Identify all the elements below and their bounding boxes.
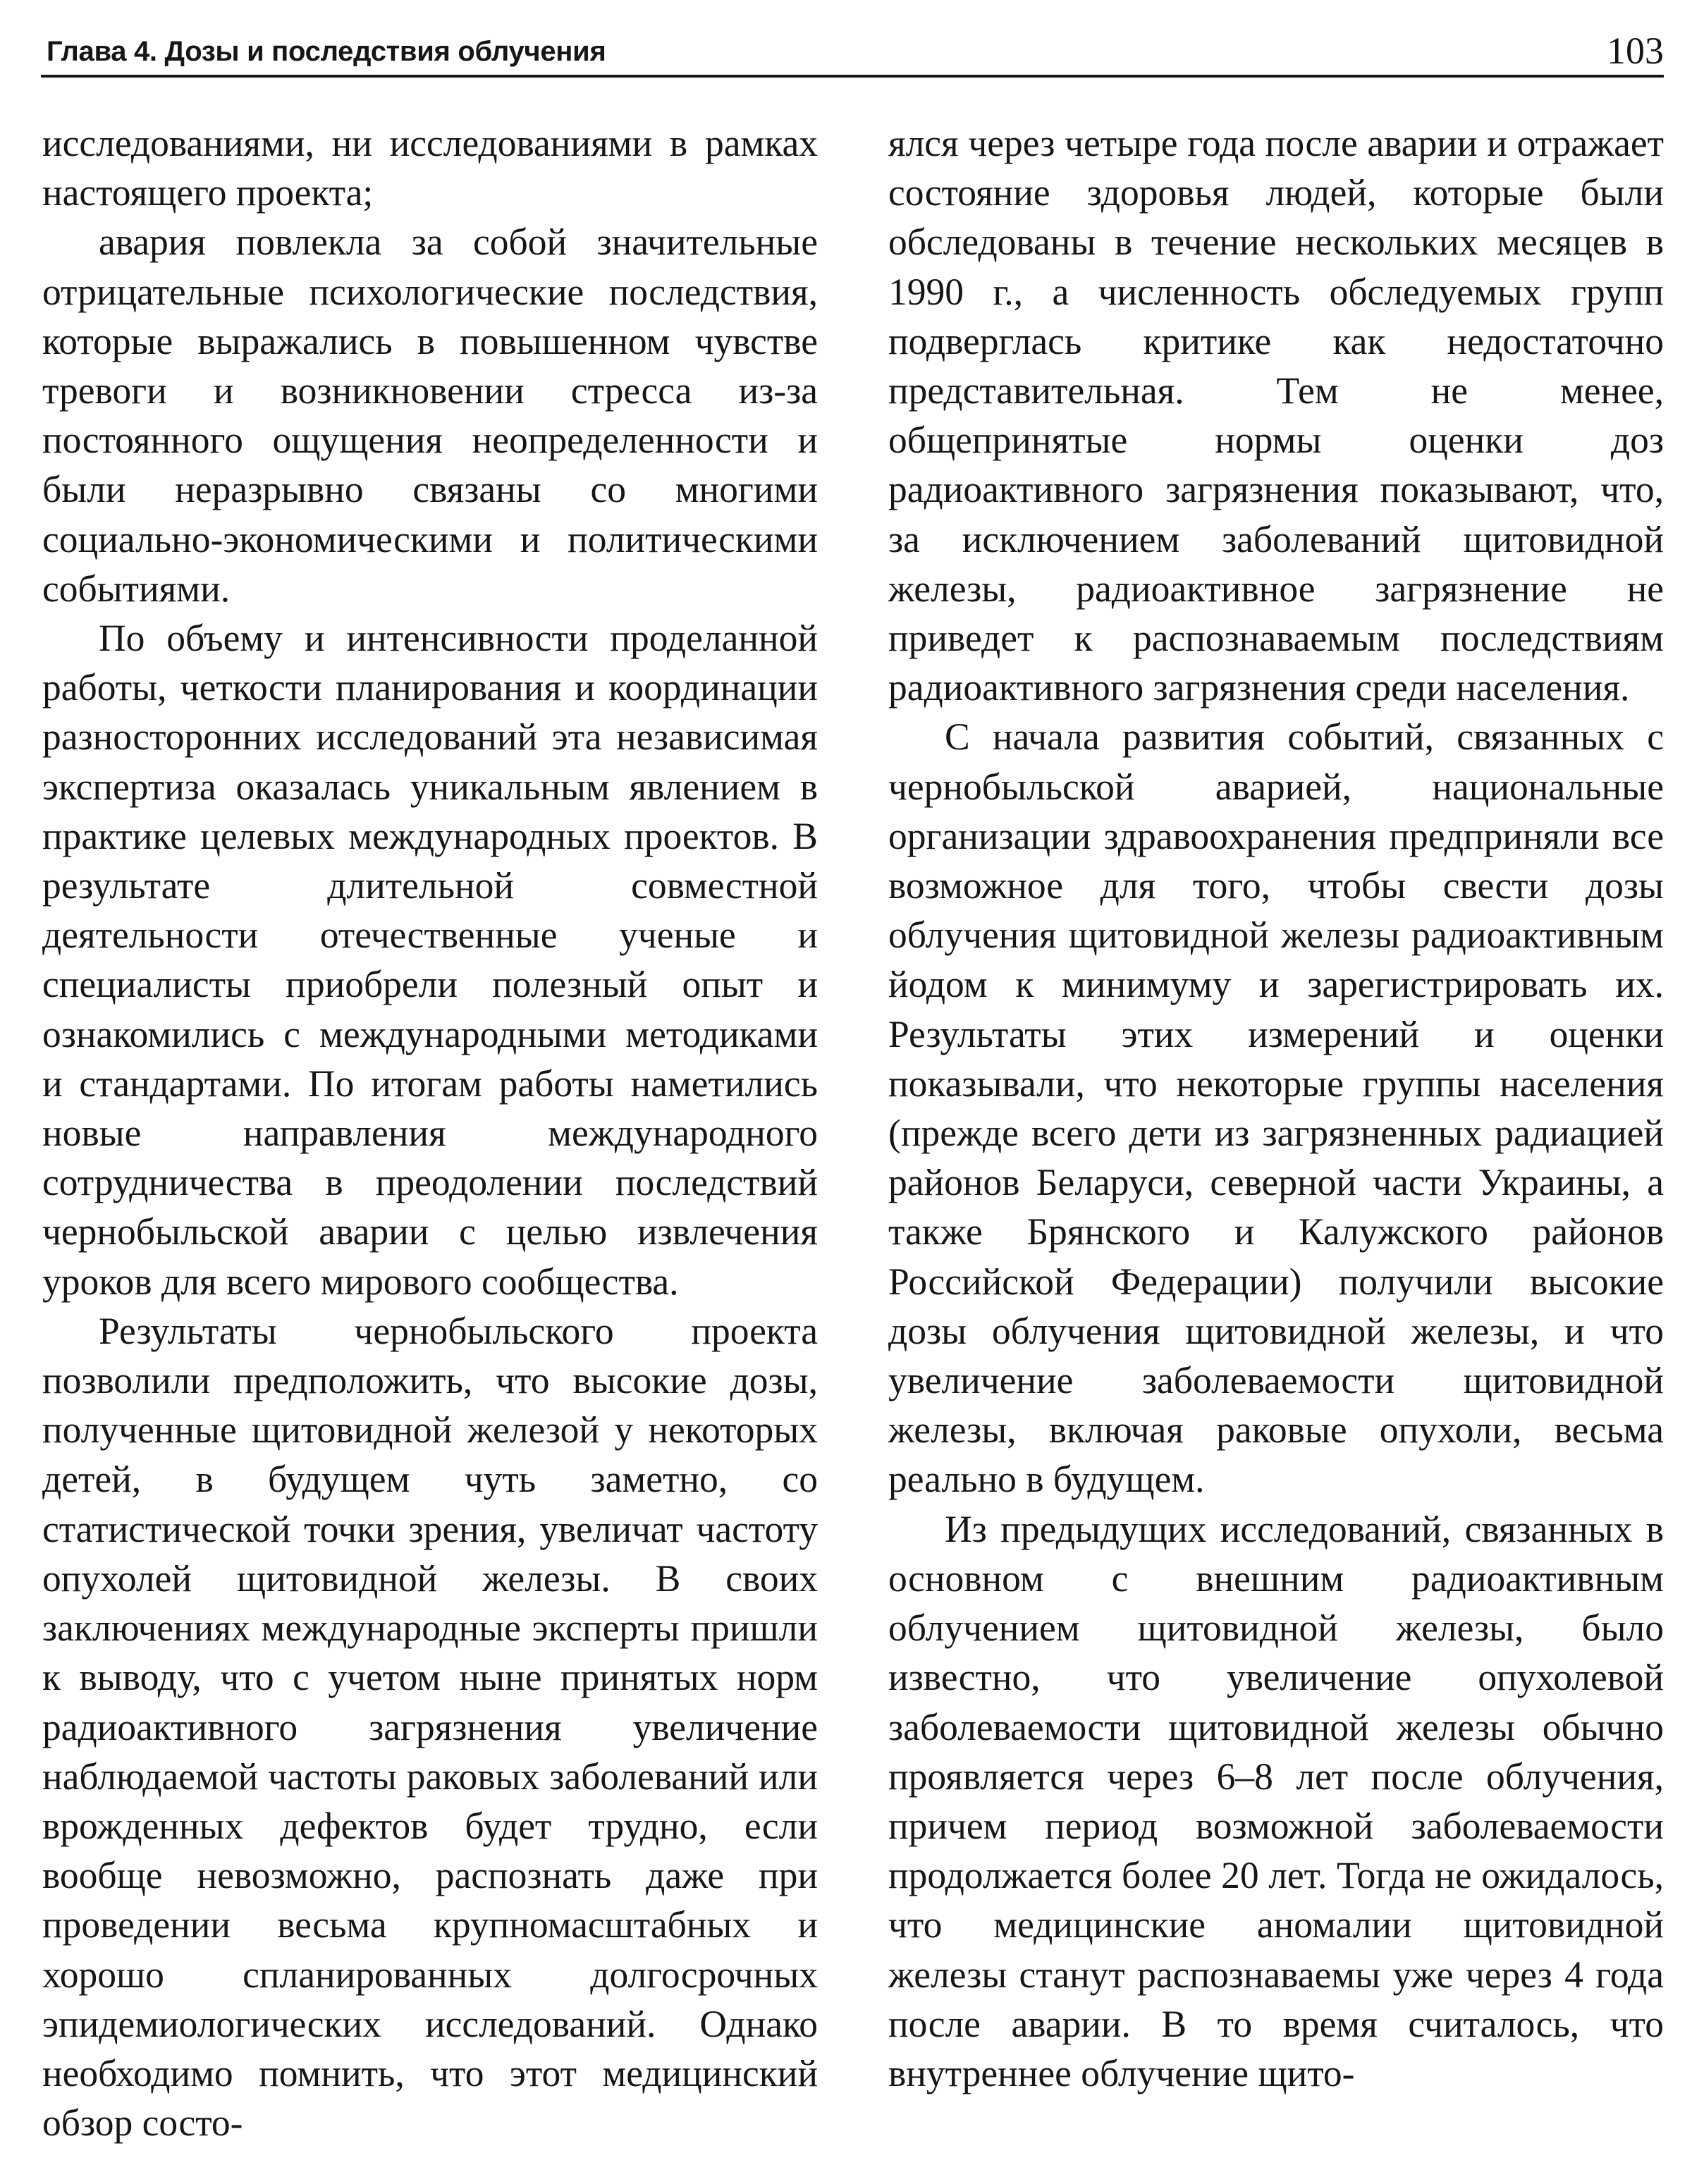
paragraph-list-item-end: исследованиями, ни исследованиями в рамках настоящего проекта; — [42, 122, 818, 214]
header-rule — [41, 75, 1664, 78]
paragraph-review-continuation: ялся через четыре года после аварии и отражает состояние здоровья людей, которые были обследованы в течение нескольких месяцев в 1990 г., а численность обследуемых групп подверглась критике как недостаточно представительная. Тем не менее, общепринятые нормы оценки доз радиоактивного загрязнения показывают, что, за исключением заболеваний щитовидной железы, радиоактивное загрязнение не приведет к распознаваемым последствиям радиоактивного загрязнения среди населения. — [888, 122, 1664, 709]
right-column — [888, 118, 1664, 2098]
paragraph-psychological-consequences: авария повлекла за собой значительные отрицательные психологические последствия, которые выражались в повышенном чувстве тревоги и возникновении стресса из-за постоянного ощущения неопределенности и были неразрывно связаны со многими социально-экономическими и политическими событиями. — [42, 221, 818, 610]
paragraph-expertise-scope: По объему и интенсивности проделанной работы, четкости планирования и координации разносторонних исследований эта независимая экспертиза оказалась уникальным явлением в практике целевых международных проектов. В результате длительной совместной деятельности отечественные ученые и специалисты приобрели полезный опыт и ознакомились с международными методиками и стандартами. По итогам работы наметились новые направления международного сотрудничества в преодолении последствий чернобыльской аварии с целью извлечения уроков для всего мирового сообщества. — [42, 617, 818, 1303]
paragraph-previous-studies: Из предыдущих исследований, связанных в основном с внешним радиоактивным облучением щитовидной железы, было известно, что увеличение опухолевой заболеваемости щитовидной железы обычно проявляется через 6–8 лет после облучения, причем период возможной заболеваемости продолжается более 20 лет. Тогда не ожидалось, что медицинские аномалии щитовидной железы станут распознаваемы уже через 4 года после аварии. В то время считалось, что внутреннее облучение щито- — [888, 1507, 1664, 2094]
running-head: Глава 4. Дозы и последствия облучения — [47, 36, 606, 67]
left-column — [42, 118, 818, 2147]
page-number: 103 — [1607, 30, 1664, 72]
page-header — [41, 28, 1664, 78]
paragraph-project-results: Результаты чернобыльского проекта позволили предположить, что высокие дозы, полученные щитовидной железой у некоторых детей, в будущем чуть заметно, со статистической точки зрения, увеличат частоту опухолей щитовидной железы. В своих заключениях международные эксперты пришли к выводу, что с учетом ныне принятых норм радиоактивного загрязнения увеличение наблюдаемой частоты раковых заболеваний или врожденных дефектов будет трудно, если вообще невозможно, распознать даже при проведении весьма крупномасштабных и хорошо спланированных долгосрочных эпидемиологических исследований. Однако необходимо помнить, что этот медицинский обзор состо- — [42, 1309, 818, 2145]
paragraph-health-organizations: С начала развития событий, связанных с чернобыльской аварией, национальные организации здравоохранения предприняли все возможное для того, чтобы свести дозы облучения щитовидной железы радиоактивным йодом к минимуму и зарегистрировать их. Результаты этих измерений и оценки показывали, что некоторые группы населения (прежде всего дети из загрязненных радиацией районов Беларуси, северной части Украины, а также Брянского и Калужского районов Российской Федерации) получили высокие дозы облучения щитовидной железы, и что увеличение заболеваемости щитовидной железы, включая раковые опухоли, весьма реально в будущем. — [888, 716, 1664, 1501]
